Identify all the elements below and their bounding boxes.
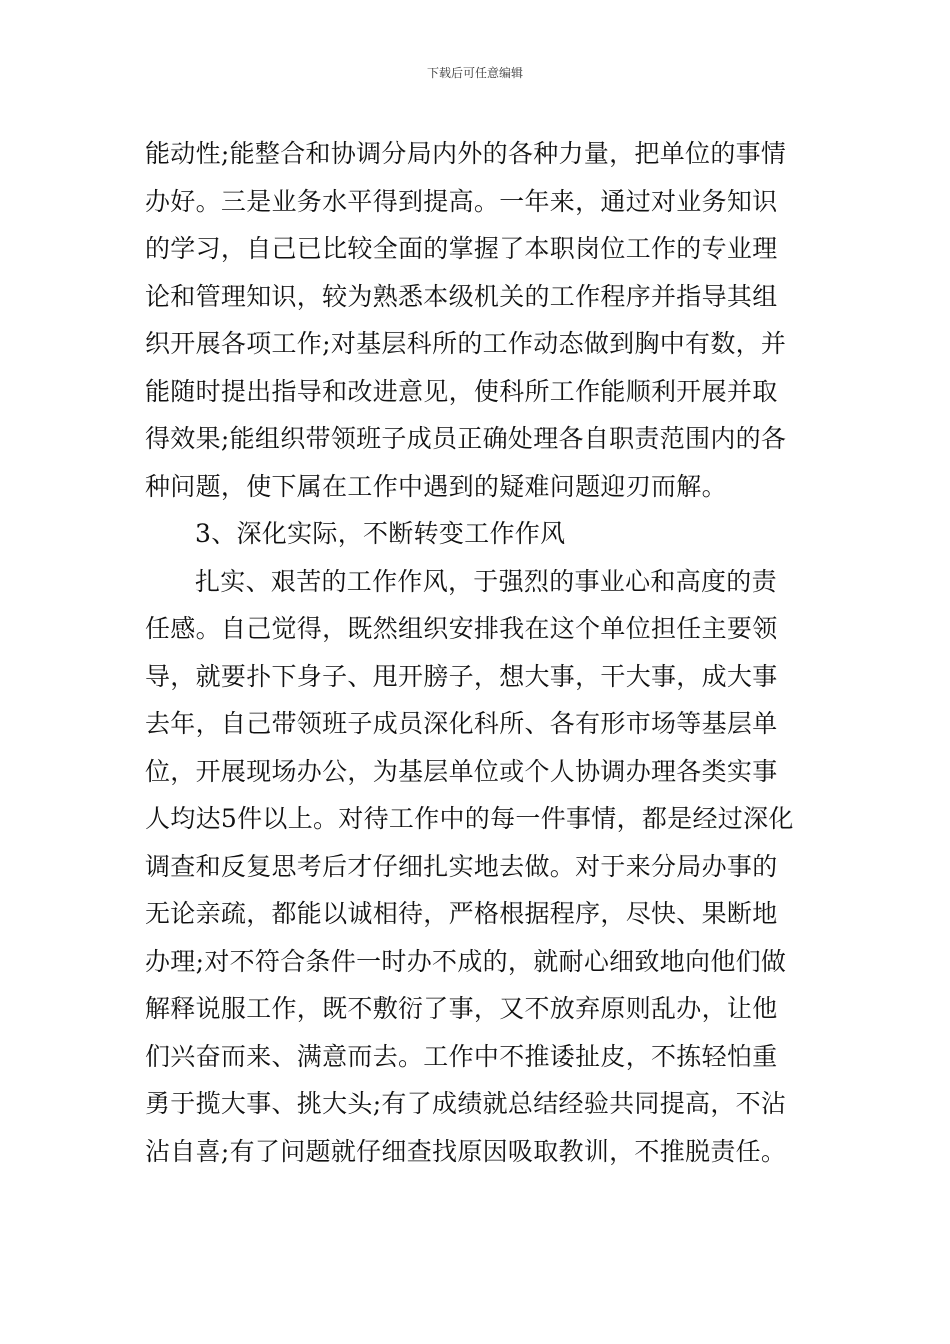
- text-line: 任感。自己觉得，既然组织安排我在这个单位担任主要领: [145, 614, 778, 643]
- text-line: 办好。三是业务水平得到提高。一年来，通过对业务知识: [145, 186, 778, 216]
- text-line: 种问题，使下属在工作中遇到的疑难问题迎刃而解。: [145, 471, 727, 501]
- text-line: 解释说服工作，既不敷衍了事，又不放弃原则乱办，让他: [145, 994, 778, 1023]
- text-line: 勇于揽大事、挑大头;有了成绩就总结经验共同提高，不沾: [145, 1089, 787, 1118]
- text-line: 调查和反复思考后才仔细扎实地去做。对于来分局办事的: [145, 851, 778, 881]
- text-line: 得效果;能组织带领班子成员正确处理各自职责范围内的各: [145, 424, 787, 453]
- text-line: 位，开展现场办公，为基层单位或个人协调办理各类实事: [145, 756, 778, 786]
- text-line: 能动性;能整合和协调分局内外的各种力量，把单位的事情: [145, 139, 787, 168]
- text-line: 办理;对不符合条件一时办不成的，就耐心细致地向他们做: [145, 946, 787, 976]
- page-header: 下载后可任意编辑: [426, 66, 523, 80]
- text-line: 3、深化实际，不断转变工作作风: [195, 519, 566, 548]
- text-line: 去年，自己带领班子成员深化科所、各有形市场等基层单: [145, 709, 778, 738]
- text-line: 织开展各项工作;对基层科所的工作动态做到胸中有数，并: [145, 329, 787, 358]
- text-line: 人均达5件以上。对待工作中的每一件事情，都是经过深化: [145, 804, 794, 833]
- text-line: 们兴奋而来、满意而去。工作中不推诿扯皮，不拣轻怕重: [145, 1041, 778, 1071]
- text-line: 无论亲疏，都能以诚相待，严格根据程序，尽快、果断地: [145, 899, 778, 928]
- text-line: 论和管理知识，较为熟悉本级机关的工作程序并指导其组: [145, 281, 778, 311]
- text-line: 沾自喜;有了问题就仔细查找原因吸取教训，不推脱责任。: [145, 1136, 787, 1166]
- document-body: [145, 130, 815, 1175]
- text-line: 扎实、艰苦的工作作风，于强烈的事业心和高度的责: [195, 566, 777, 596]
- text-line: 的学习，自己已比较全面的掌握了本职岗位工作的专业理: [145, 234, 778, 263]
- text-line: 导，就要扑下身子、甩开膀子，想大事，干大事，成大事: [145, 661, 778, 691]
- text-line: 能随时提出指导和改进意见，使科所工作能顺利开展并取: [145, 376, 778, 406]
